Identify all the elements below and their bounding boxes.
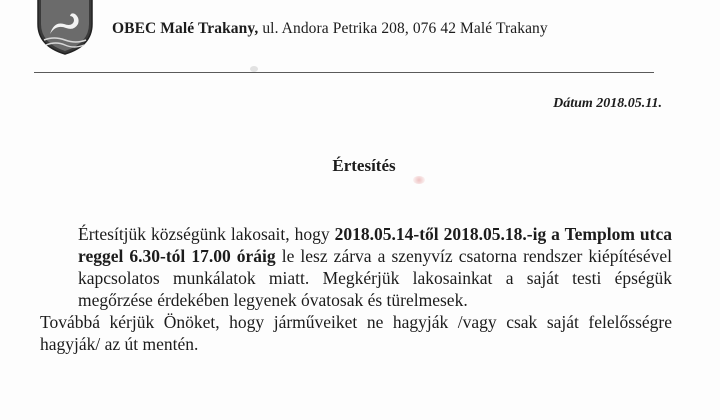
closure-period: 2018.05.14-től 2018.05.18.-ig a Templom utca reggel 6.30-tól 17.00 óráig (78, 224, 672, 266)
notice-text: le lesz zárva a szenyvíz csatorna rendszer kiépítésével kapcsolatos munkálatok miatt. Megkérjük lakosainkat a saját testi épségük megőrzése érdekében legyenek óvatosak és türelmesek. (78, 246, 672, 310)
notice-paragraph-2: Továbbá kérjük Önöket, hogy járműveiket ne hagyják /vagy csak saját felelősségre hagyják/ az út mentén. (40, 312, 672, 354)
municipality-name: OBEC Malé Trakany, (112, 20, 259, 37)
notice-text: Értesítjük községünk lakosait, hogy (78, 224, 335, 244)
document-title-text: Értesítés (332, 156, 396, 175)
letterhead (112, 20, 548, 38)
document-title (0, 156, 720, 176)
notice-body (40, 223, 672, 355)
header-divider (34, 72, 654, 73)
ink-mark (413, 176, 425, 184)
swan-crest-icon (34, 0, 96, 56)
document-date: Dátum 2018.05.11. (553, 96, 662, 111)
notice-paragraph-1 (40, 223, 672, 311)
municipality-address: ul. Andora Petrika 208, 076 42 Malé Trakany (262, 20, 548, 37)
